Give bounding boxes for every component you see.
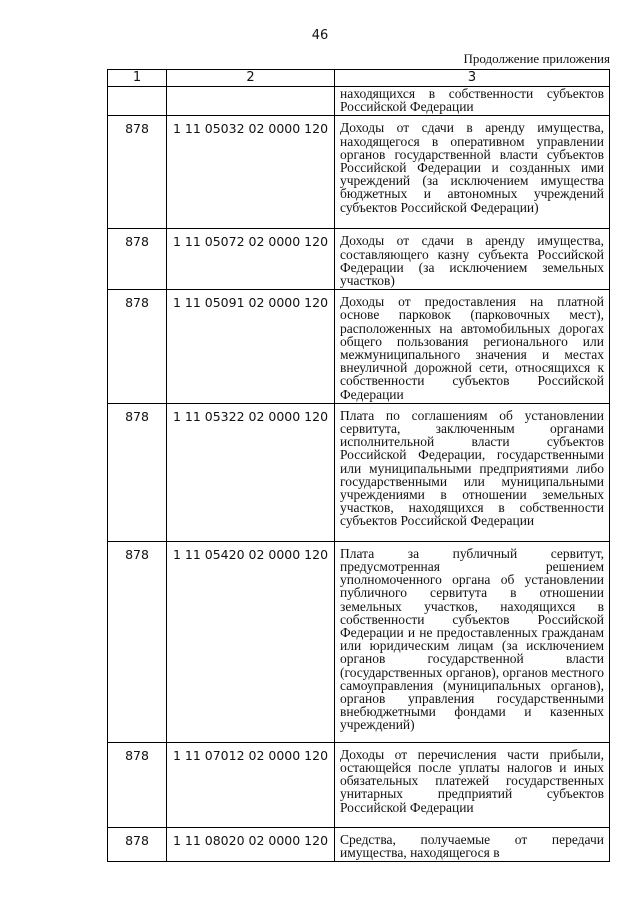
continuation-note: Продолжение приложения bbox=[463, 51, 610, 66]
budget-code-cell: 1 11 05322 02 0000 120 bbox=[167, 403, 335, 541]
description-text: Средства, получаемые от передачи имущества, находящегося в bbox=[340, 831, 604, 861]
table-row bbox=[108, 827, 610, 861]
description-cell bbox=[335, 116, 610, 229]
description-cell bbox=[335, 87, 610, 116]
table-row bbox=[108, 116, 610, 229]
budget-code-cell: 1 11 05032 02 0000 120 bbox=[167, 116, 335, 229]
budget-code-cell: 1 11 05091 02 0000 120 bbox=[167, 290, 335, 404]
description-text: Плата по соглашениям об установлении сервитута, заключенным органами исполнительной власти субъектов Российской Федерации, государственными или муниципальными предприятиями либо государственными или муниципальными учреждениями в отношении земельных участков, находящихся в собственности субъектов Российской Федерации bbox=[340, 407, 604, 529]
admin-code-cell bbox=[108, 87, 167, 116]
description-cell bbox=[335, 742, 610, 827]
revenue-codes-table bbox=[107, 69, 610, 862]
header-col-3: 3 bbox=[335, 70, 610, 87]
page-number: 46 bbox=[311, 28, 329, 43]
admin-code-cell: 878 bbox=[108, 742, 167, 827]
description-cell bbox=[335, 827, 610, 861]
table-header-row bbox=[108, 70, 610, 87]
admin-code-cell: 878 bbox=[108, 403, 167, 541]
description-text: Доходы от сдачи в аренду имущества, составляющего казну субъекта Российской Федерации (за исключением земельных участков) bbox=[340, 233, 604, 289]
description-text: Доходы от сдачи в аренду имущества, находящегося в оперативном управлении органов государственной власти субъектов Российской Федерации и созданных ими учреждений (за исключением имущества бюджетных и автономных учреждений субъектов Российской Федерации) bbox=[340, 120, 604, 215]
table-row bbox=[108, 403, 610, 541]
admin-code-cell: 878 bbox=[108, 116, 167, 229]
budget-code-cell: 1 11 07012 02 0000 120 bbox=[167, 742, 335, 827]
table-row bbox=[108, 87, 610, 116]
description-text: Доходы от предоставления на платной основе парковок (парковочных мест), расположенных на автомобильных дорогах общего пользования регионального или межмуниципального значения и местах внеуличной дорожной сети, относящихся к собственности субъектов Российской Федерации bbox=[340, 294, 604, 402]
header-col-1: 1 bbox=[108, 70, 167, 87]
admin-code-cell: 878 bbox=[108, 827, 167, 861]
header-col-2: 2 bbox=[167, 70, 335, 87]
description-cell bbox=[335, 403, 610, 541]
description-text: находящихся в собственности субъектов Российской Федерации bbox=[340, 86, 604, 115]
table-row bbox=[108, 290, 610, 404]
table-row bbox=[108, 742, 610, 827]
budget-code-cell bbox=[167, 87, 335, 116]
description-cell bbox=[335, 541, 610, 742]
budget-code-cell: 1 11 05420 02 0000 120 bbox=[167, 541, 335, 742]
budget-code-cell: 1 11 08020 02 0000 120 bbox=[167, 827, 335, 861]
budget-code-cell: 1 11 05072 02 0000 120 bbox=[167, 229, 335, 290]
description-text: Доходы от перечисления части прибыли, остающейся после уплаты налогов и иных обязательных платежей государственных унитарных предприятий субъектов Российской Федерации bbox=[340, 746, 604, 815]
description-text: Плата за публичный сервитут, предусмотренная решением уполномоченного органа об установлении публичного сервитута в отношении земельных участков, находящихся в собственности субъектов Российской Федерации и не предоставленных гражданам или юридическим лицам (за исключением органов государственной власти (государственных органов), органов местного самоуправления (муниципальных органов), органов управления государственными внебюджетными фондами и казенных учреждений) bbox=[340, 545, 604, 733]
table-row bbox=[108, 229, 610, 290]
admin-code-cell: 878 bbox=[108, 541, 167, 742]
admin-code-cell: 878 bbox=[108, 229, 167, 290]
description-cell bbox=[335, 290, 610, 404]
admin-code-cell: 878 bbox=[108, 290, 167, 404]
description-cell bbox=[335, 229, 610, 290]
table-row bbox=[108, 541, 610, 742]
